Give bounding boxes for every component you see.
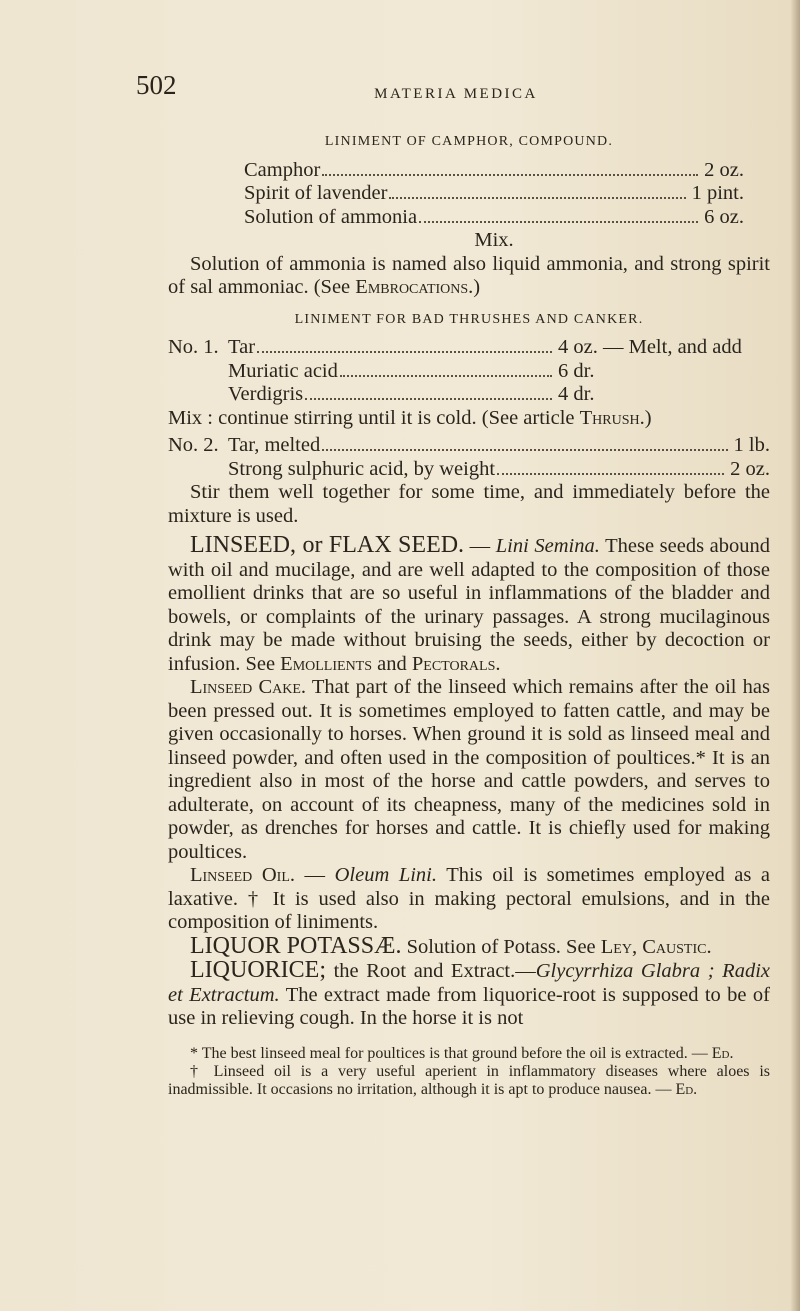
ingredient-qty: 2 oz. (704, 158, 744, 181)
section-title-thrush: LINIMENT FOR BAD THRUSHES AND CANKER. (294, 311, 644, 327)
cross-reference: Thrush (579, 406, 640, 429)
entry-heading: LINSEED, or FLAX SEED. (190, 532, 465, 558)
ingredient-name: Camphor (244, 158, 321, 181)
ingredient-name: Solution of ammonia (244, 205, 418, 228)
page-header (136, 70, 776, 110)
recipe-camphor (244, 159, 744, 253)
recipe-thrush-1 (168, 336, 770, 407)
footnote-1: * The best linseed meal for poultices is that ground before the oil is extracted. — Ed. (190, 1044, 734, 1062)
recipe-row: Strong sulphuric acid, by weight 2 oz. (228, 457, 770, 480)
cross-reference: Embrocations (355, 276, 469, 298)
recipe-row (244, 159, 744, 183)
ingredient-qty: 4 oz. — Melt, and add (558, 336, 742, 358)
recipe-number: No. 2. (168, 434, 219, 456)
entry-linseed-oil: Linseed Oil. — Oleum Lini. This oil is sometimes employed as a laxative. † It is used also in making pectoral emulsions, and in the composition of liniments. (168, 864, 770, 933)
ingredient-qty: 1 pint. (691, 182, 744, 204)
page-body (168, 128, 770, 1099)
recipe-row: Tar, melted 1 lb. (228, 434, 770, 456)
running-head: MATERIA MEDICA (374, 86, 538, 102)
recipe-thrush-2 (168, 434, 770, 481)
recipe-row: Tar (228, 336, 558, 360)
ingredient-qty: 6 dr. (558, 359, 595, 382)
section-title-camphor: LINIMENT OF CAMPHOR, COMPOUND. (324, 134, 614, 149)
ingredient-qty: 4 dr. (558, 383, 595, 405)
entry-linseed-cake: Linseed Cake. That part of the linseed which remains after the oil has been pressed out. It is sometimes employed to fatten cattle, and may be given occasionally to horses. When ground it is sold as linseed meal and linseed powder, and often used in the composition of poultices.* It is an ingredient also in most of the horse and cattle powders, and serves to adulterate, on account of its cheapness, many of the medicines sold in powder, as drenches for horses and cattle. It is chiefly used for making poultices. (168, 676, 770, 863)
recipe-number: No. 1. (168, 336, 219, 358)
entry-liquorice: LIQUORICE; the Root and Extract.—Glycyrrhiza Glabra ; Radix et Extractum. The extract made from liquorice-root is supposed to be of use in relieving cough. In the horse it is not (168, 957, 770, 1029)
entry-heading: LIQUORICE; (190, 957, 326, 983)
page-edge-shadow (790, 0, 800, 1311)
entry-heading: Linseed Oil. (190, 864, 295, 886)
camphor-note: Solution of ammonia is named also liquid ammonia, and strong spirit of sal ammoniac. (See Embrocations.) (168, 252, 770, 298)
footnote-2: † Linseed oil is a very useful aperient in inflammatory diseases where aloes is inadmissible. It occasions no irritation, although it is apt to produce nausea. — Ed. (168, 1062, 770, 1098)
entry-heading: Linseed Cake. (190, 676, 307, 698)
recipe-row (244, 206, 744, 230)
thrush-2-note: Stir them well together for some time, and immediately before the mixture is used. (168, 481, 770, 527)
ingredient-qty: 6 oz. (704, 205, 744, 228)
recipe-row: Verdigris (228, 383, 558, 407)
entry-linseed: LINSEED, or FLAX SEED. — Lini Semina. These seeds abound with oil and mucilage, and are well adapted to the composition of those emollient drinks that are so useful in inflammations of the bladder and bowels, or complaints of the urinary passages. A strong mucilaginous drink may be made without bruising the seeds, either by decoction or infusion. See Emollients and Pectorals. (168, 532, 770, 675)
recipe-row (244, 182, 744, 206)
entry-liquor-potassae: LIQUOR POTASSÆ. Solution of Potass. See Ley, Caustic. (190, 932, 712, 959)
thrush-mix-note: Mix : continue stirring until it is cold. (See article Thrush.) (168, 406, 652, 429)
ingredient-name: Spirit of lavender (244, 182, 388, 204)
page-number: 502 (136, 70, 177, 100)
recipe-row: Muriatic acid (228, 360, 558, 384)
mix-instruction: Mix. (474, 229, 514, 251)
entry-heading: LIQUOR POTASSÆ. (190, 932, 402, 959)
